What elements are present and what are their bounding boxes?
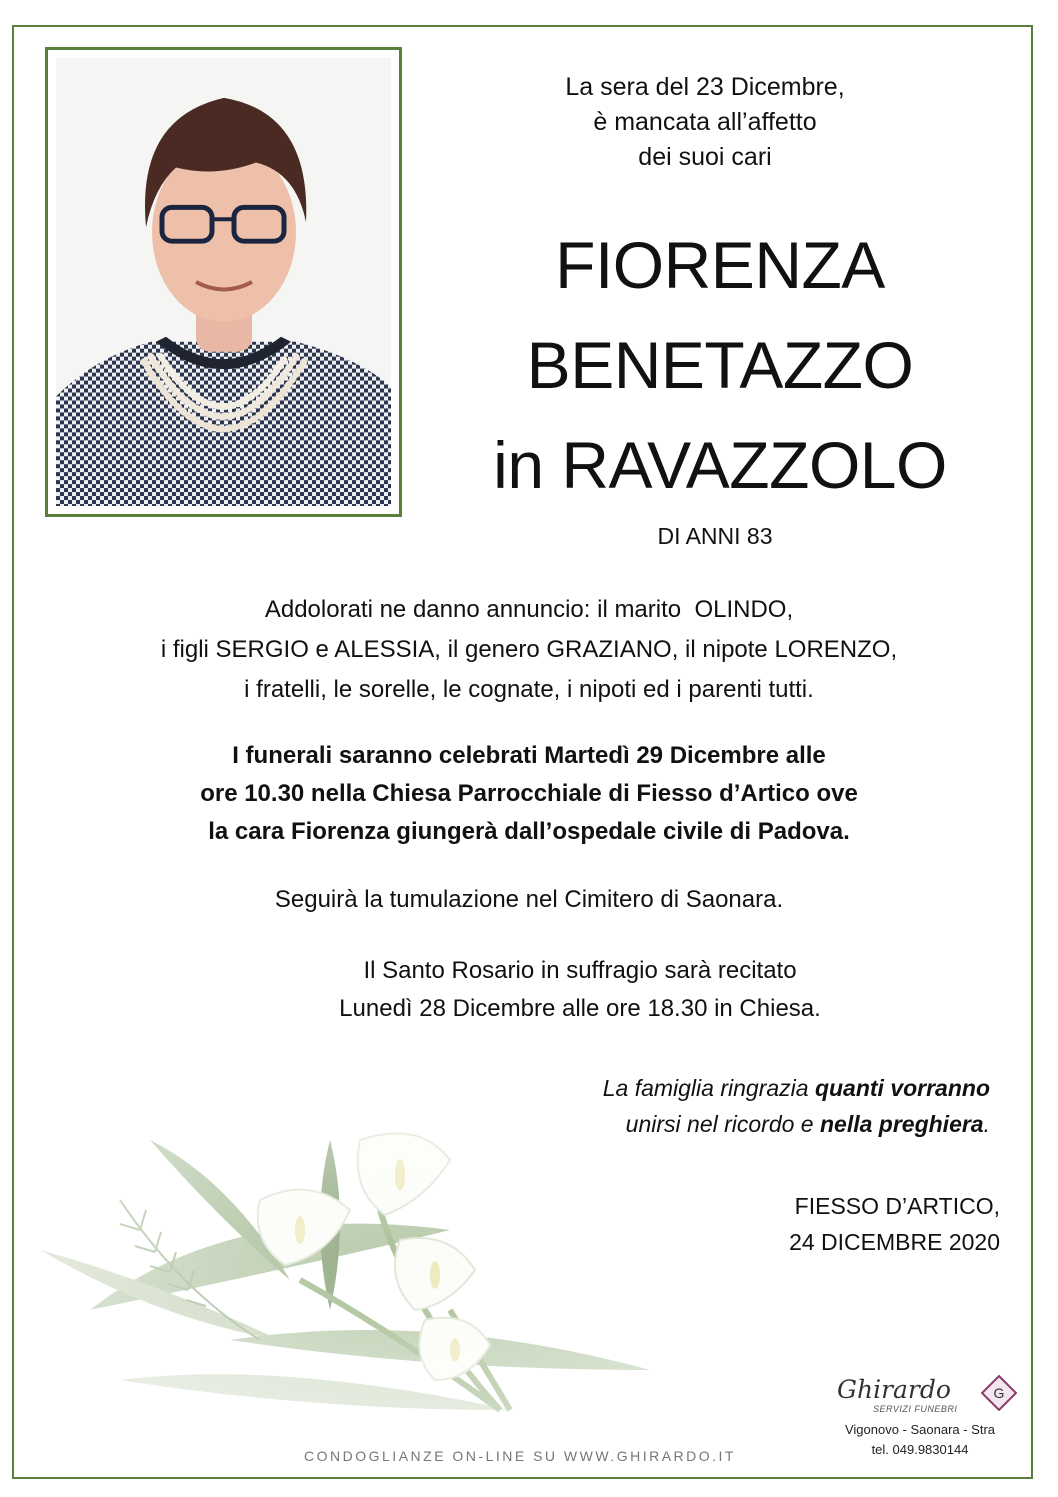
thanks-line-2-part-a: unirsi nel ricordo e (625, 1111, 820, 1137)
thanks-line-1-part-a: La famiglia ringrazia (602, 1075, 815, 1101)
thanks-message (460, 1070, 1020, 1142)
portrait-image (56, 58, 391, 506)
intro-text (470, 70, 940, 175)
funeral-line-3: la cara Fiorenza giungerà dall’ospedale civile di Padova. (208, 818, 850, 845)
announcement-line-2: i figli SERGIO e ALESSIA, il genero GRAZIANO, il nipote LORENZO, (160, 636, 898, 663)
intro-line-3: dei suoi cari (638, 143, 772, 171)
logo-towns: Vigonovo - Saonara - Stra (844, 1422, 996, 1437)
place-date (700, 1188, 1000, 1260)
age-line: DI ANNI 83 (657, 523, 773, 549)
funeral-details (60, 737, 998, 851)
funeral-line-2: ore 10.30 nella Chiesa Parrocchiale di Fiesso d’Artico ove (200, 780, 858, 807)
intro-line-1: La sera del 23 Dicembre, (565, 73, 845, 101)
thanks-line-1-part-b: quanti vorranno (814, 1075, 990, 1101)
announcement-line-3: i fratelli, le sorelle, le cognate, i nipoti ed i parenti tutti. (244, 676, 814, 703)
thanks-line-2 (460, 1106, 990, 1142)
funeral-line-1: I funerali saranno celebrati Martedì 29 Dicembre alle (232, 742, 826, 769)
rosary-line-1: Il Santo Rosario in suffragio sarà recitato (363, 957, 797, 984)
date-line: 24 DICEMBRE 2020 (789, 1229, 1000, 1255)
condolences-footer: CONDOGLIANZE ON-LINE SU WWW.GHIRARDO.IT (304, 1448, 736, 1464)
rosary-notice (220, 952, 940, 1028)
name-line-1: FIORENZA (555, 228, 885, 302)
deceased-name (440, 215, 1000, 515)
logo-telephone: tel. 049.9830144 (871, 1442, 969, 1457)
announcement-line-1: Addolorati ne danno annuncio: il marito OLINDO, (264, 596, 794, 623)
announcement (60, 590, 998, 710)
name-line-3: in RAVAZZOLO (493, 428, 947, 502)
burial-notice: Seguirà la tumulazione nel Cimitero di Saonara. (274, 886, 784, 913)
intro-line-2: è mancata all’affetto (593, 108, 817, 136)
funeral-home-logo (825, 1372, 1025, 1467)
portrait-photo (45, 47, 402, 517)
name-line-2: BENETAZZO (526, 328, 914, 402)
thanks-line-2-part-c: . (983, 1111, 990, 1137)
logo-name: Ghirardo (837, 1375, 951, 1404)
logo-subtitle: SERVIZI FUNEBRI (873, 1404, 958, 1414)
rosary-line-2: Lunedì 28 Dicembre alle ore 18.30 in Chiesa. (339, 995, 821, 1022)
place-line: FIESSO D’ARTICO, (794, 1193, 1000, 1219)
thanks-line-1 (460, 1070, 990, 1106)
thanks-line-2-part-b: nella preghiera (819, 1111, 984, 1137)
logo-diamond-icon (981, 1375, 1017, 1411)
logo-mark-letter: G (993, 1385, 1005, 1401)
